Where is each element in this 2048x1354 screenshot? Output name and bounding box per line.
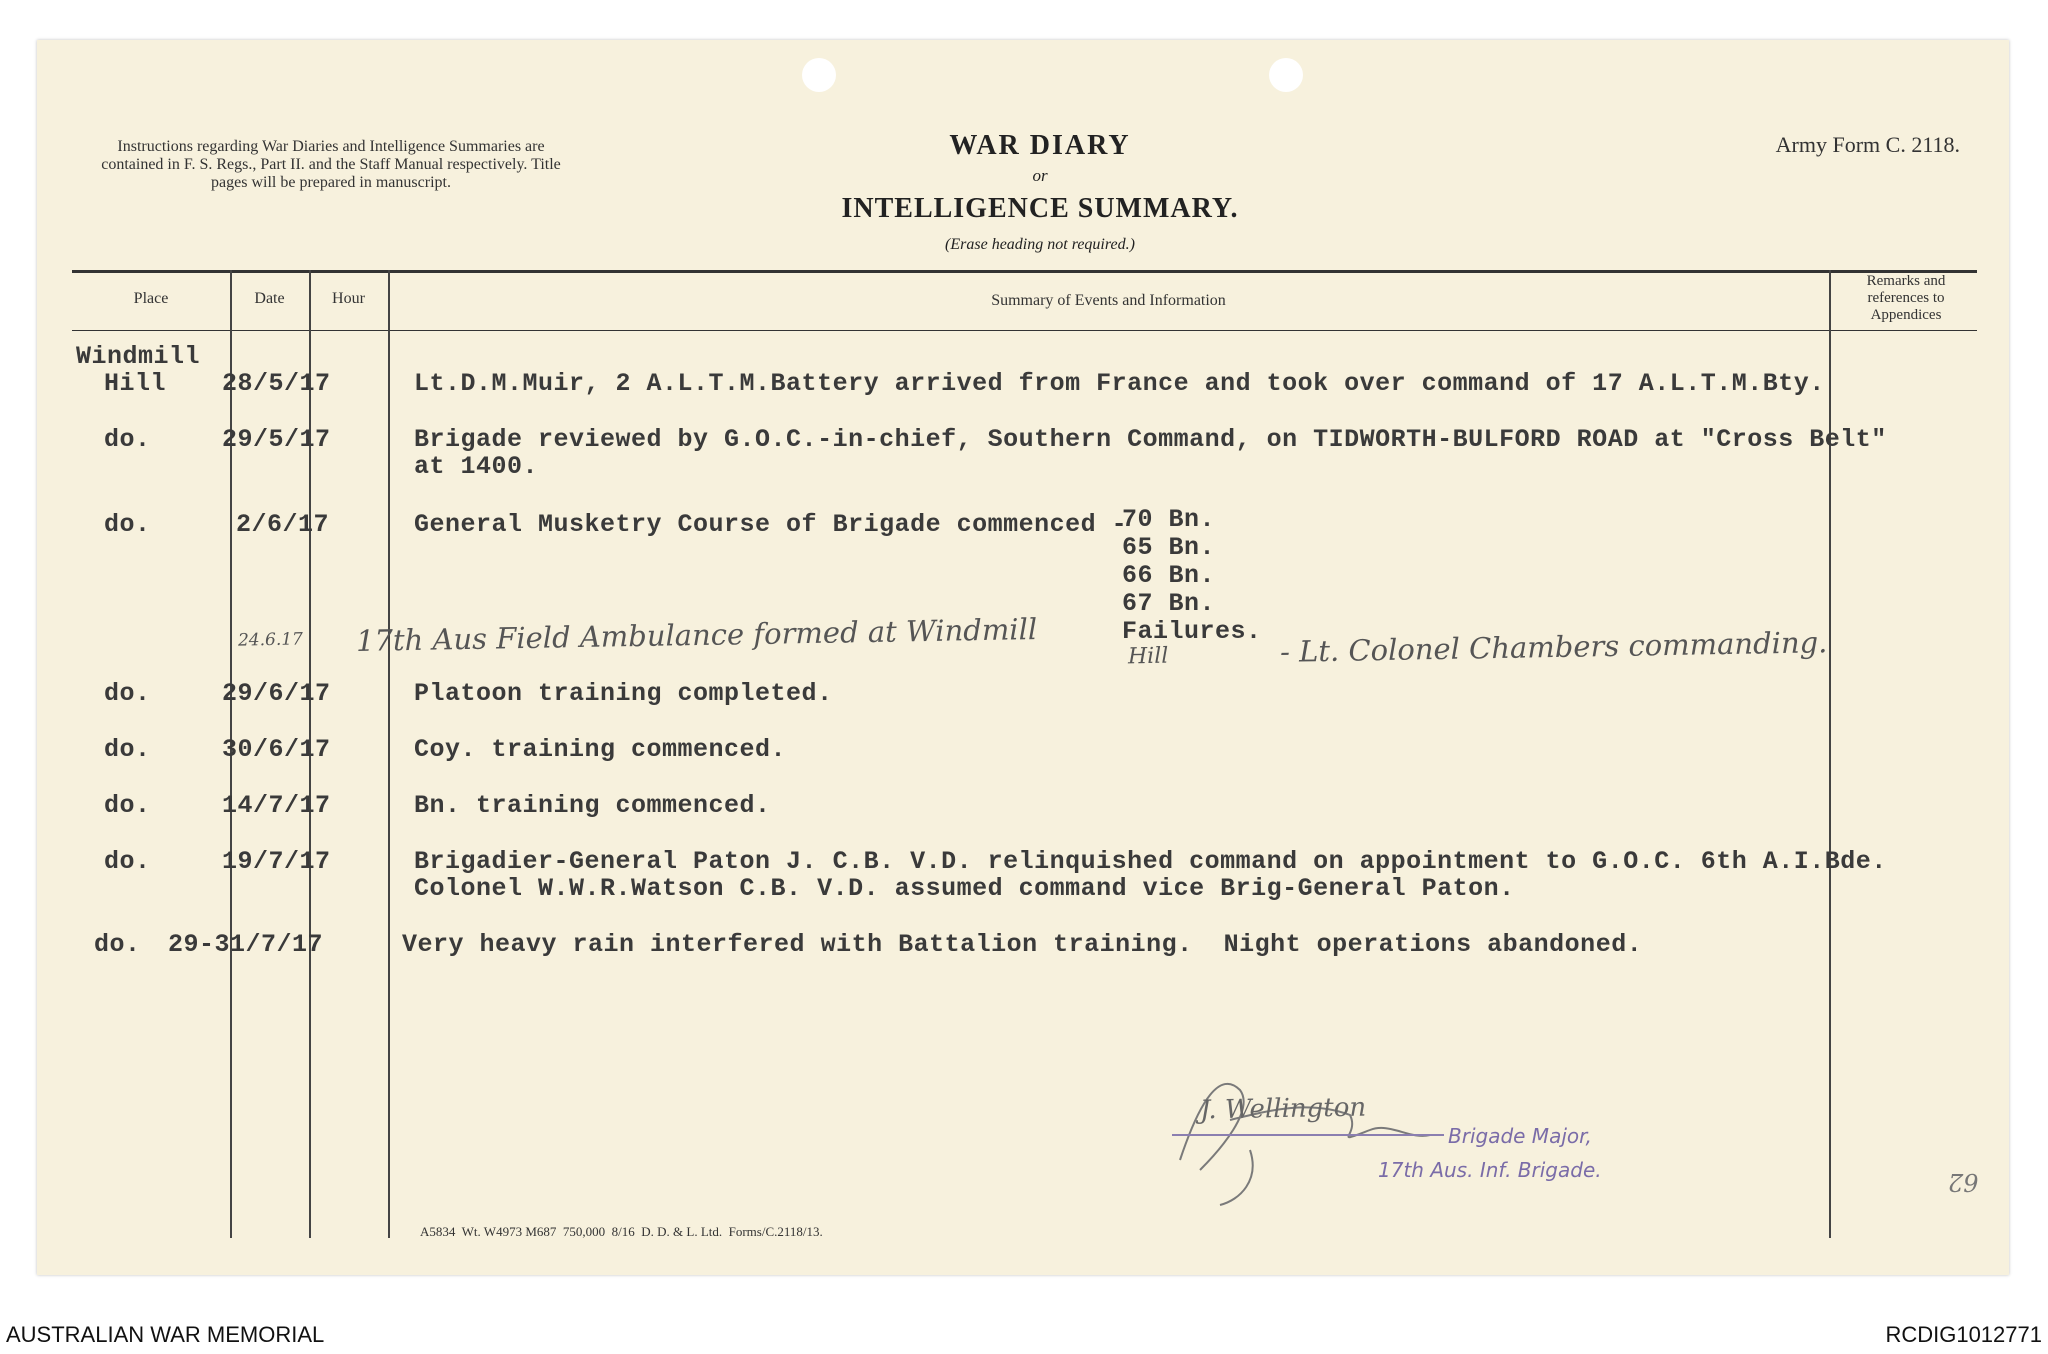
table-top-rule	[72, 270, 1977, 273]
stamp-title: Brigade Major,	[1448, 1124, 1592, 1148]
stamp-dotted-line	[1172, 1134, 1444, 1136]
printer-imprint: A5834 Wt. W4973 M687 750,000 8/16 D. D. & L. Ltd. Forms/C.2118/13.	[420, 1224, 823, 1239]
entry-summary: Coy. training commenced.	[414, 735, 787, 764]
instructions-text: Instructions regarding War Diaries and Intelligence Summaries are contained in F. S. Regs., Part II. and the Staff Manual respectively. Title pages will be prepared in manuscript.	[101, 138, 561, 191]
column-divider	[1829, 270, 1831, 1238]
entry-summary: at 1400.	[414, 452, 539, 481]
entry-summary: Very heavy rain interfered with Battalion training. Night operations abandoned.	[402, 930, 1643, 959]
column-header-remarks: Remarks and references to Appendices	[1866, 273, 1946, 323]
handwritten-note: 17th Aus Field Ambulance formed at Windmill	[355, 612, 1038, 658]
entry-date: 14/7/17	[222, 791, 331, 820]
signature-name: J. Wellington	[1199, 1092, 1367, 1126]
entry-date: 29/6/17	[222, 679, 331, 708]
handwritten-note: - Lt. Colonel Chambers commanding.	[1279, 625, 1828, 669]
battalion-item: 70 Bn.	[1122, 505, 1216, 534]
battalion-item: Failures.	[1122, 617, 1262, 646]
column-header-date: Date	[254, 290, 285, 307]
entry-summary: Colonel W.W.R.Watson C.B. V.D. assumed command vice Brig-General Paton.	[414, 874, 1515, 903]
erase-note: (Erase heading not required.)	[945, 236, 1135, 253]
entry-summary: General Musketry Course of Brigade commenced -	[414, 510, 1128, 539]
entry-date: 19/7/17	[222, 847, 331, 876]
entry-place: do.	[104, 679, 151, 708]
entry-date: 29/5/17	[222, 425, 331, 454]
entry-place: do.	[104, 735, 151, 764]
header-bottom-rule	[72, 330, 1977, 331]
entry-date: 28/5/17	[222, 369, 331, 398]
battalion-item: 67 Bn.	[1122, 589, 1216, 618]
form-number: Army Form C. 2118.	[1775, 132, 1960, 157]
title-intelligence-summary: INTELLIGENCE SUMMARY.	[841, 193, 1239, 224]
stamp-unit: 17th Aus. Inf. Brigade.	[1378, 1158, 1602, 1182]
column-header-place: Place	[133, 290, 169, 307]
entry-summary: Bn. training commenced.	[414, 791, 771, 820]
page-number-mark: 62	[1948, 1168, 1979, 1196]
punch-hole	[1269, 58, 1303, 92]
punch-hole	[802, 58, 836, 92]
footer-institution: AUSTRALIAN WAR MEMORIAL	[6, 1322, 325, 1347]
entry-place: do.	[104, 791, 151, 820]
entry-date: 30/6/17	[222, 735, 331, 764]
entry-place: do.	[104, 510, 151, 539]
handwritten-note: Hill	[1127, 643, 1169, 670]
entry-date: 29-31/7/17	[168, 930, 324, 959]
footer-record-id: RCDIG1012771	[1885, 1322, 2042, 1347]
entry-place: do.	[104, 425, 151, 454]
title-or: or	[1032, 166, 1048, 185]
entry-summary: Lt.D.M.Muir, 2 A.L.T.M.Battery arrived from France and took over command of 17 A.L.T.M.Bty.	[414, 369, 1825, 398]
entry-summary: Brigadier-General Paton J. C.B. V.D. relinquished command on appointment to G.O.C. 6th A.I.Bde.	[414, 847, 1887, 876]
entry-summary: Platoon training completed.	[414, 679, 833, 708]
battalion-item: 65 Bn.	[1122, 533, 1216, 562]
column-header-summary: Summary of Events and Information	[991, 292, 1226, 309]
entry-summary: Brigade reviewed by G.O.C.-in-chief, Southern Command, on TIDWORTH-BULFORD ROAD at "Cross Belt"	[414, 425, 1887, 454]
column-divider	[388, 270, 390, 1238]
entry-date: 2/6/17	[236, 510, 330, 539]
entry-place: do.	[94, 930, 141, 959]
entry-place: do.	[104, 847, 151, 876]
entry-place: Windmill	[76, 342, 201, 371]
handwritten-date: 24.6.17	[237, 629, 304, 651]
title-war-diary: WAR DIARY	[949, 130, 1131, 161]
entry-place: Hill	[104, 369, 167, 398]
battalion-item: 66 Bn.	[1122, 561, 1216, 590]
column-header-hour: Hour	[332, 290, 365, 307]
